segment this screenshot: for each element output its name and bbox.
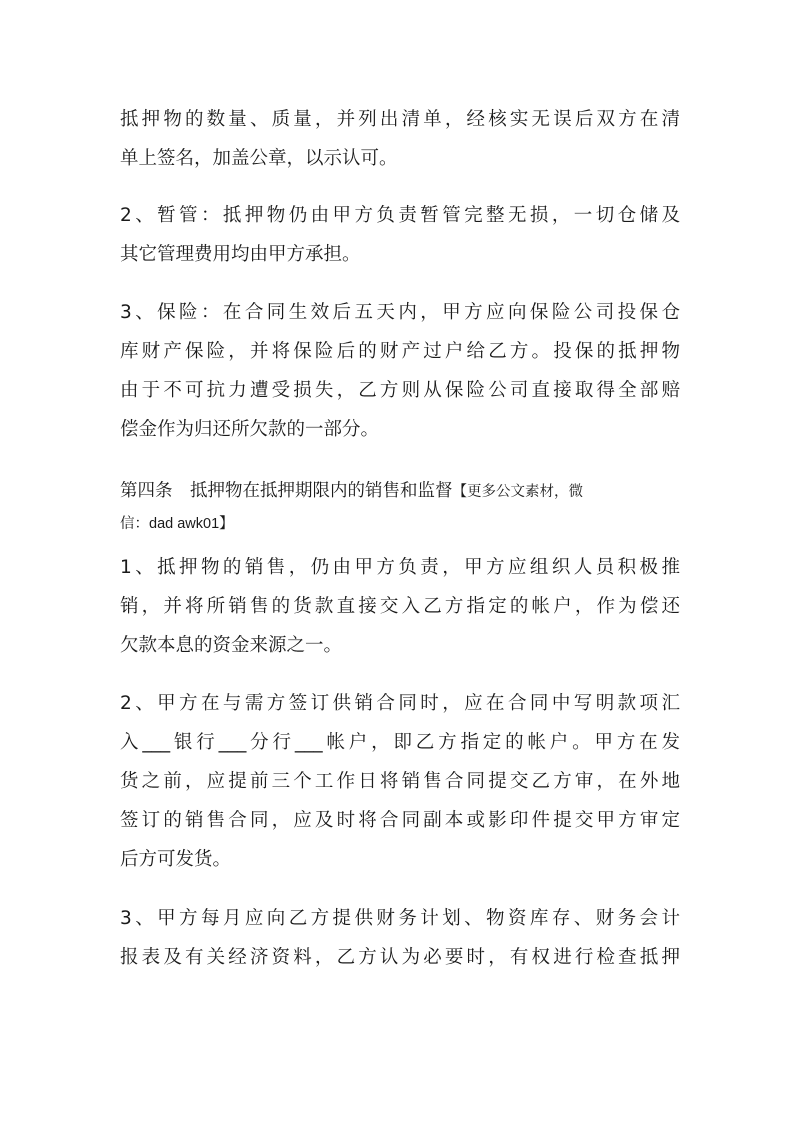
- paragraph-line: 库财产保险，并将保险后的财产过户给乙方。投保的抵押物: [120, 341, 680, 362]
- paragraph-line: 销，并将所销售的货款直接交入乙方指定的帐户，作为偿还: [120, 596, 680, 617]
- paragraph-line: 后方可发货。: [120, 849, 232, 870]
- paragraph-line: 由于不可抗力遭受损失，乙方则从保险公司直接取得全部赔: [120, 380, 680, 401]
- paragraph-line: 2、甲方在与需方签订供销合同时，应在合同中写明款项汇: [120, 693, 680, 714]
- paragraph-line: 签订的销售合同，应及时将合同副本或影印件提交甲方审定: [120, 810, 680, 831]
- section-heading: [120, 479, 680, 504]
- paragraph-line: 偿金作为归还所欠款的一部分。: [120, 419, 380, 440]
- paragraph-line: 其它管理费用均由甲方承担。: [120, 244, 361, 265]
- paragraph-line: 3、保险：在合同生效后五天内，甲方应向保险公司投保仓: [120, 302, 680, 323]
- paragraph-line: 入___银行___分行___帐户，即乙方指定的帐户。甲方在发: [120, 732, 680, 753]
- paragraph-line: 货之前，应提前三个工作日将销售合同提交乙方审，在外地: [120, 771, 680, 792]
- section-heading-note-continued: 信：dad awk01】: [120, 516, 234, 532]
- paragraph-line: 1、抵押物的销售，仍由甲方负责，甲方应组织人员积极推: [120, 557, 680, 578]
- paragraph-line: 2、暂管：抵押物仍由甲方负责暂管完整无损，一切仓储及: [120, 205, 680, 226]
- paragraph-line: 报表及有关经济资料，乙方认为必要时，有权进行检查抵押: [120, 947, 680, 968]
- paragraph-line: 3、甲方每月应向乙方提供财务计划、物资库存、财务会计: [120, 908, 680, 929]
- paragraph-line: 欠款本息的资金来源之一。: [120, 635, 343, 656]
- paragraph-line: 单上签名，加盖公章，以示认可。: [120, 148, 398, 169]
- section-heading-title: 第四条 抵押物在抵押期限内的销售和监督: [120, 481, 453, 501]
- paragraph-line: 抵押物的数量、质量，并列出清单，经核实无误后双方在清: [120, 109, 680, 130]
- section-heading-note: 【更多公文素材，微: [452, 484, 583, 500]
